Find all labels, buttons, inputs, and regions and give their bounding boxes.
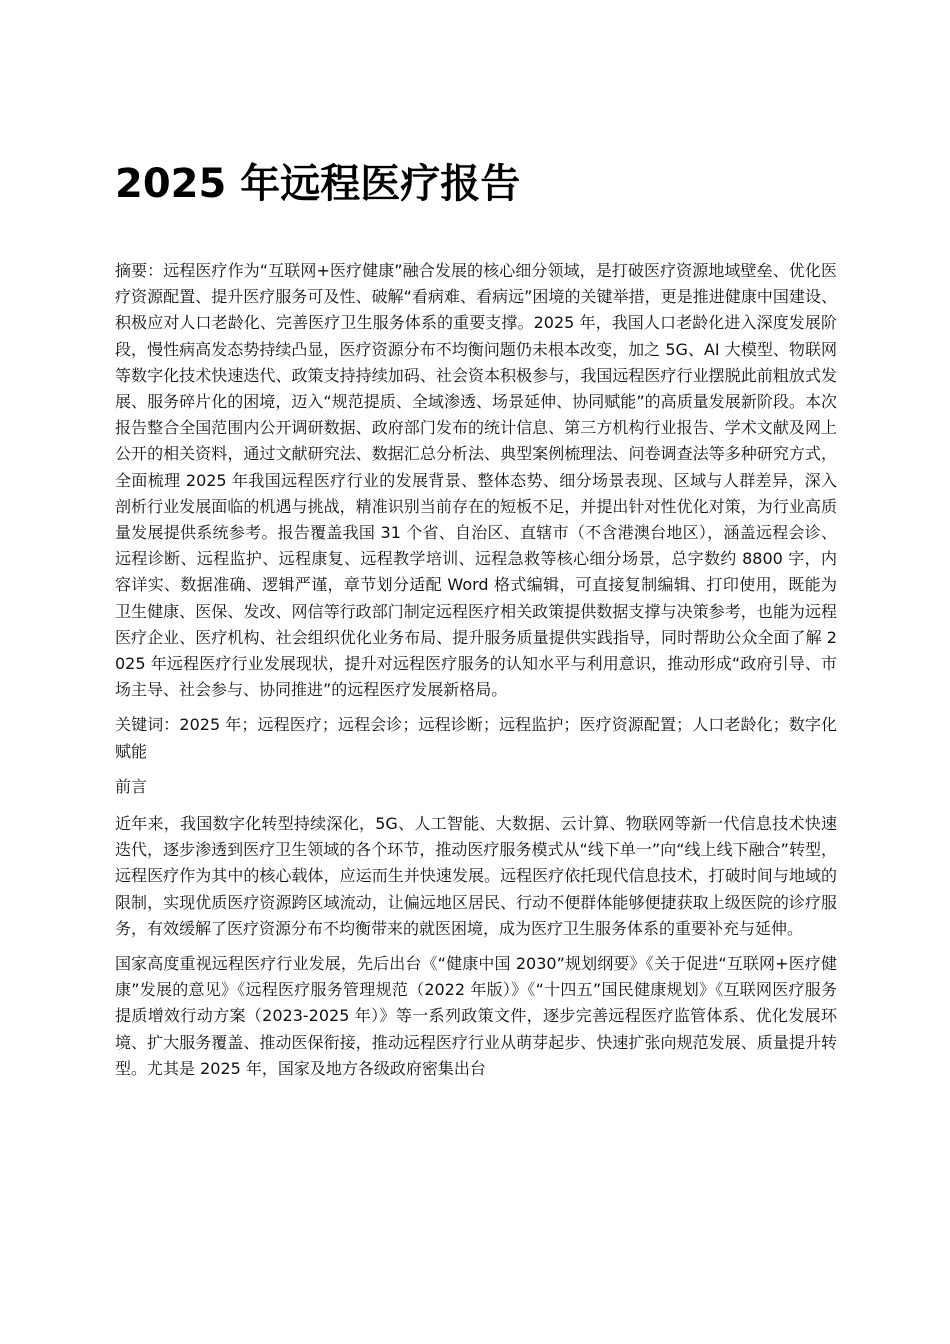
document-title: 2025 年远程医疗报告 — [115, 161, 521, 207]
abstract-paragraph: 摘要：远程医疗作为“互联网+医疗健康”融合发展的核心细分领域，是打破医疗资源地域壁垒、优化医疗资源配置、提升医疗服务可及性、破解“看病难、看病远”困境的关键举措，更是推进健康中国建设、积极应对人口老龄化、完善医疗卫生服务体系的重要支撑。2025 年，我国人口老龄化进入深度发展阶段，慢性病高发态势持续凸显，医疗资源分布不均衡问题仍未根本改变，加之 5G、AI 大模型、物联网等数字化技术快速迭代、政策支持持续加码、社会资本积极参与，我国远程医疗行业摆脱此前粗放式发展、服务碎片化的困境，迈入“规范提质、全域渗透、场景延伸、协同赋能”的高质量发展新阶段。本次报告整合全国范围内公开调研数据、政府部门发布的统计信息、第三方机构行业报告、学术文献及网上公开的相关资料，通过文献研究法、数据汇总分析法、典型案例梳理法、问卷调查法等多种研究方式，全面梳理 2025 年我国远程医疗行业的发展背景、整体态势、细分场景表现、区域与人群差异，深入剖析行业发展面临的机遇与挑战，精准识别当前存在的短板不足，并提出针对性优化对策，为行业高质量发展提供系统参考。报告覆盖我国 31 个省、自治区、直辖市（不含港澳台地区），涵盖远程会诊、远程诊断、远程监护、远程康复、远程教学培训、远程急救等核心细分场景，总字数约 8800 字，内容详实、数据准确、逻辑严谨，章节划分适配 Word 格式编辑，可直接复制编辑、打印使用，既能为卫生健康、医保、发改、网信等行政部门制定远程医疗相关政策提供数据支撑与决策参考，也能为远程医疗企业、医疗机构、社会组织优化业务布局、提升服务质量提供实践指导，同时帮助公众全面了解 2025 年远程医疗行业发展现状，提升对远程医疗服务的认知水平与利用意识，推动形成“政府引导、市场主导、社会参与、协同推进”的远程医疗发展新格局。 — [115, 261, 837, 700]
preface-paragraph-1: 近年来，我国数字化转型持续深化，5G、人工智能、大数据、云计算、物联网等新一代信息技术快速迭代，逐步渗透到医疗卫生领域的各个环节，推动医疗服务模式从“线下单一”向“线上线下融合”转型，远程医疗作为其中的核心载体，应运而生并快速发展。远程医疗依托现代信息技术，打破时间与地域的限制，实现优质医疗资源跨区域流动，让偏远地区居民、行动不便群体能够便捷获取上级医院的诊疗服务，有效缓解了医疗资源分布不均衡带来的就医困境，成为医疗卫生服务体系的重要补充与延伸。 — [115, 814, 837, 938]
preface-paragraph-2: 国家高度重视远程医疗行业发展，先后出台《“健康中国 2030”规划纲要》《关于促进“互联网+医疗健康”发展的意见》《远程医疗服务管理规范（2022 年版）》《“十四五”国民健康规划》《互联网医疗服务提质增效行动方案（2023-2025 年）》等一系列政策文件，逐步完善远程医疗监管体系、优化发展环境、扩大服务覆盖、推动医保衔接，推动远程医疗行业从萌芽起步、快速扩张向规范发展、质量提升转型。尤其是 2025 年，国家及地方各级政府密集出台 — [115, 954, 837, 1078]
document-body — [115, 258, 837, 1091]
keywords-paragraph: 关键词：2025 年；远程医疗；远程会诊；远程诊断；远程监护；医疗资源配置；人口老龄化；数字化赋能 — [115, 715, 837, 761]
preface-heading: 前言 — [115, 776, 148, 796]
